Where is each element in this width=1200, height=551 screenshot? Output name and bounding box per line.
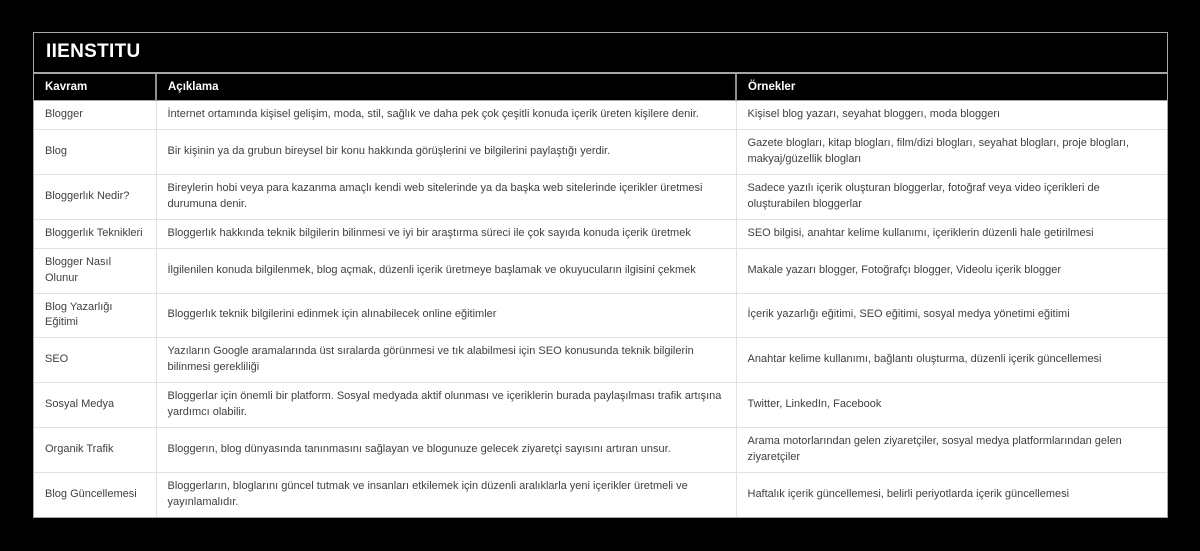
cell-kavram: Blog (34, 129, 156, 174)
brand-title: IIENSTITU (34, 33, 1167, 74)
table-row (34, 248, 1167, 293)
cell-kavram: Bloggerlık Teknikleri (34, 219, 156, 248)
cell-ornekler: Gazete blogları, kitap blogları, film/dizi blogları, seyahat blogları, proje blogları, makyaj/güzellik blogları (736, 129, 1167, 174)
cell-kavram: Blogger (34, 101, 156, 130)
table-header (34, 74, 1167, 101)
table-row (34, 129, 1167, 174)
cell-kavram: Blogger Nasıl Olunur (34, 248, 156, 293)
cell-ornekler: SEO bilgisi, anahtar kelime kullanımı, içeriklerin düzenli hale getirilmesi (736, 219, 1167, 248)
cell-kavram: Bloggerlık Nedir? (34, 174, 156, 219)
cell-kavram: Sosyal Medya (34, 383, 156, 428)
table-row (34, 428, 1167, 473)
cell-ornekler: Sadece yazılı içerik oluşturan bloggerlar, fotoğraf veya video içerikleri de oluşturabilen bloggerlar (736, 174, 1167, 219)
table-row (34, 338, 1167, 383)
table-row (34, 174, 1167, 219)
cell-aciklama: Bir kişinin ya da grubun bireysel bir konu hakkında görüşlerini ve bilgilerini paylaştığı yerdir. (156, 129, 736, 174)
cell-ornekler: Makale yazarı blogger, Fotoğrafçı blogger, Videolu içerik blogger (736, 248, 1167, 293)
cell-ornekler: Arama motorlarından gelen ziyaretçiler, sosyal medya platformlarından gelen ziyaretçiler (736, 428, 1167, 473)
column-header-kavram: Kavram (34, 74, 156, 101)
cell-aciklama: Bloggerların, bloglarını güncel tutmak ve insanları etkilemek için düzenli aralıklarla yeni içerikler üretmeli ve yayınlamalıdır. (156, 473, 736, 517)
concept-table (34, 74, 1167, 517)
cell-kavram: Blog Güncellemesi (34, 473, 156, 517)
cell-kavram: SEO (34, 338, 156, 383)
cell-ornekler: Anahtar kelime kullanımı, bağlantı oluşturma, düzenli içerik güncellemesi (736, 338, 1167, 383)
cell-ornekler: Haftalık içerik güncellemesi, belirli periyotlarda içerik güncellemesi (736, 473, 1167, 517)
table-body (34, 101, 1167, 517)
table-row (34, 101, 1167, 130)
cell-aciklama: Bloggerın, blog dünyasında tanınmasını sağlayan ve blogunuze gelecek ziyaretçi sayısını artıran unsur. (156, 428, 736, 473)
cell-aciklama: Bireylerin hobi veya para kazanma amaçlı kendi web sitelerinde ya da başka web sitelerinde içerikler üretmesi durumuna denir. (156, 174, 736, 219)
column-header-aciklama: Açıklama (156, 74, 736, 101)
table-header-row (34, 74, 1167, 101)
cell-aciklama: Bloggerlar için önemli bir platform. Sosyal medyada aktif olunması ve içeriklerin burada paylaşılması trafik artışına yardımcı olabilir. (156, 383, 736, 428)
column-header-ornekler: Örnekler (736, 74, 1167, 101)
cell-ornekler: Kişisel blog yazarı, seyahat bloggerı, moda bloggerı (736, 101, 1167, 130)
table-row (34, 219, 1167, 248)
cell-ornekler: İçerik yazarlığı eğitimi, SEO eğitimi, sosyal medya yönetimi eğitimi (736, 293, 1167, 338)
cell-ornekler: Twitter, LinkedIn, Facebook (736, 383, 1167, 428)
table-row (34, 383, 1167, 428)
cell-aciklama: İnternet ortamında kişisel gelişim, moda, stil, sağlık ve daha pek çok çeşitli konuda içerik üreten kişilere denir. (156, 101, 736, 130)
cell-aciklama: Yazıların Google aramalarında üst sıralarda görünmesi ve tık alabilmesi için SEO konusunda teknik bilgilerin bilinmesi gerekliliği (156, 338, 736, 383)
table-row (34, 473, 1167, 517)
cell-aciklama: İlgilenilen konuda bilgilenmek, blog açmak, düzenli içerik üretmeye başlamak ve okuyucuların ilgisini çekmek (156, 248, 736, 293)
cell-kavram: Organik Trafik (34, 428, 156, 473)
table-row (34, 293, 1167, 338)
cell-aciklama: Bloggerlık hakkında teknik bilgilerin bilinmesi ve iyi bir araştırma süreci ile çok sayıda konuda içerik üretmek (156, 219, 736, 248)
cell-kavram: Blog Yazarlığı Eğitimi (34, 293, 156, 338)
cell-aciklama: Bloggerlık teknik bilgilerini edinmek için alınabilecek online eğitimler (156, 293, 736, 338)
concept-table-card (33, 32, 1168, 518)
